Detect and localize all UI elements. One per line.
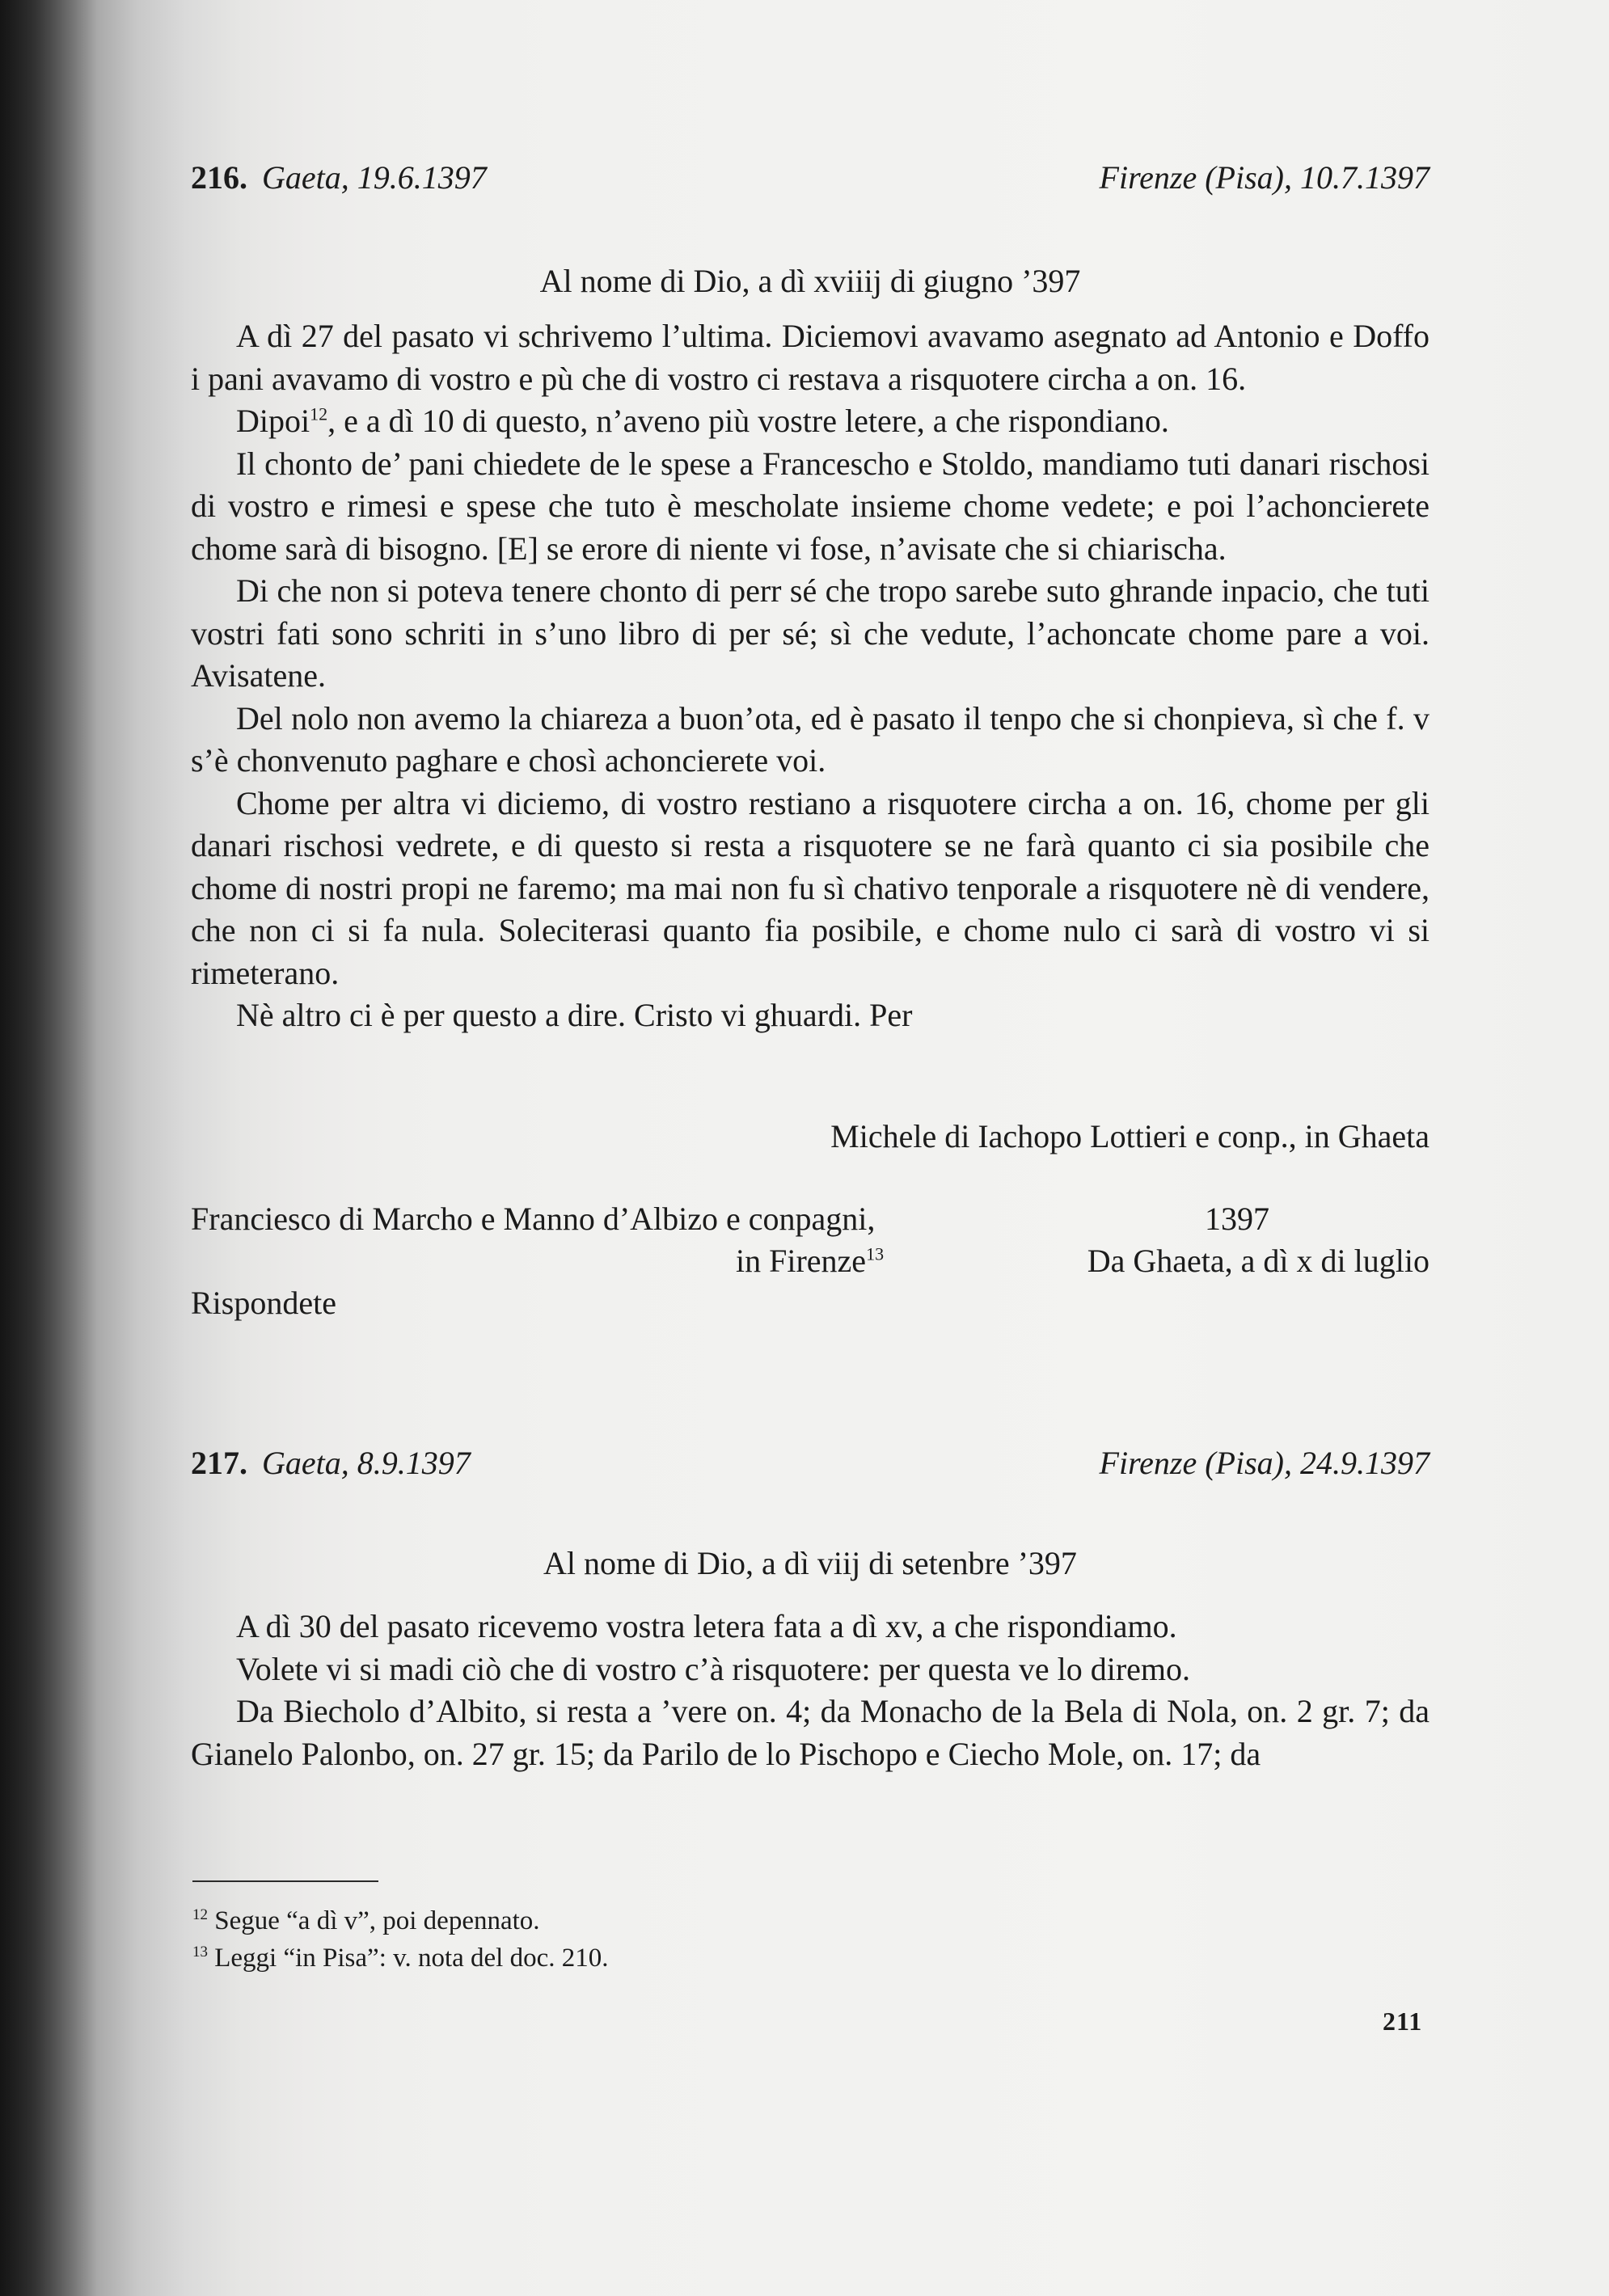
- doc-216-address-date: Da Ghaeta, a dì x di luglio: [1087, 1243, 1430, 1279]
- doc-217-body: [191, 1606, 1430, 1775]
- footnote-ref-12: 12: [310, 403, 328, 424]
- footnote-12: [192, 1903, 540, 1939]
- footnote-ref-13: 13: [866, 1243, 885, 1264]
- doc-216-paragraph-1: A dì 27 del pasato vi schrivemo l’ultima. Diciemovi avavamo asegnato ad Antonio e Doffo i pani avavamo di vostro e pù che di vostro ci restava a risquotere circha a on. 16.: [191, 318, 1430, 397]
- doc-217-destination: Firenze (Pisa), 24.9.1397: [1099, 1445, 1430, 1481]
- doc-216-address-city: [736, 1240, 884, 1282]
- footnote-12-mark: 12: [192, 1906, 208, 1923]
- footnote-rule: [192, 1880, 378, 1882]
- doc-216-signature: Michele di Iachopo Lottieri e conp., in Ghaeta: [830, 1118, 1430, 1154]
- doc-217-number: 217.: [191, 1445, 247, 1481]
- footnote-12-text: Segue “a dì v”, poi depennato.: [214, 1906, 540, 1935]
- doc-216-p2-start: Dipoi: [236, 403, 310, 439]
- doc-217-paragraph-3: Da Biecholo d’Albito, si resta a ’vere on. 4; da Monacho de la Bela di Nola, on. 2 gr. 7; da Gianelo Palonbo, on. 27 gr. 15; da Parilo de lo Pischopo e Ciecho Mole, on. 17; da: [191, 1693, 1430, 1772]
- doc-216-destination: Firenze (Pisa), 10.7.1397: [1099, 159, 1430, 196]
- doc-216-paragraph-2: [191, 400, 1430, 443]
- doc-216-paragraph-5: Del nolo non avemo la chiareza a buon’ota, ed è pasato il tenpo che si chonpieva, sì che f. v s’è chonvenuto paghare e chosì achoncierete voi.: [191, 699, 1430, 779]
- page-number: 211: [1383, 2007, 1423, 2036]
- doc-216-address-line-1: Franciesco di Marcho e Manno d’Albizo e conpagni,: [191, 1201, 876, 1237]
- doc-217-paragraph-2: Volete vi si madi ciò che di vostro c’à risquotere: per questa ve lo diremo.: [236, 1650, 1191, 1687]
- binding-shadow: [0, 0, 97, 2296]
- doc-216-paragraph-7: Nè altro ci è per questo a dire. Cristo vi ghuardi. Per: [236, 997, 913, 1033]
- doc-217-opening: Al nome di Dio, a dì viij di setenbre ’397: [543, 1545, 1077, 1581]
- doc-216-header: [191, 157, 1430, 199]
- footnote-13: [192, 1940, 609, 1976]
- footnote-13-mark: 13: [192, 1944, 208, 1960]
- doc-216-number: 216.: [191, 159, 247, 196]
- doc-217-paragraph-1: A dì 30 del pasato ricevemo vostra letera fata a dì xv, a che rispondiamo.: [236, 1608, 1177, 1644]
- doc-216-address-year: 1397: [1205, 1201, 1269, 1237]
- doc-216-paragraph-4: Di che non si poteva tenere chonto di perr sé che tropo sarebe suto ghrande inpacio, che tuti vostri fati sono schriti in s’uno libro di per sé; sì che vedute, l’achoncate chome pare a voi. Avisatene.: [191, 572, 1430, 694]
- doc-216-address-city-text: in Firenze: [736, 1243, 867, 1279]
- doc-216-p2-end: , e a dì 10 di questo, n’aveno più vostre letere, a che rispondiano.: [327, 403, 1169, 439]
- doc-216-paragraph-3: Il chonto de’ pani chiedete de le spese a Francescho e Stoldo, mandiamo tuti danari rischosi di vostro e rimesi e spese che tuto è mescholate insieme chome vedete; e poi l’achoncierete chome sarà di bisogno. [E] se erore di niente vi fose, n’avisate che si chiarischa.: [191, 445, 1430, 567]
- doc-216-origin: Gaeta, 19.6.1397: [262, 159, 487, 196]
- doc-216-rispondete: Rispondete: [191, 1285, 336, 1321]
- footnote-13-text: Leggi “in Pisa”: v. nota del doc. 210.: [214, 1944, 609, 1973]
- doc-217-origin: Gaeta, 8.9.1397: [262, 1445, 471, 1481]
- doc-217-header: [191, 1442, 1430, 1484]
- doc-216-body: [191, 315, 1430, 1037]
- doc-216-paragraph-6: Chome per altra vi diciemo, di vostro restiano a risquotere circha a on. 16, chome per gli danari rischosi vedrete, e di questo si resta a risquotere se ne farà quanto ci sia posibile che chome di nostri propi ne faremo; ma mai non fu sì chativo tenporale a risquotere nè di vendere, che non ci si fa nula. Soleciterasi quanto fia posibile, e chome nulo ci sarà di vostro vi si rimeterano.: [191, 784, 1430, 991]
- doc-216-opening: Al nome di Dio, a dì xviiij di giugno ’397: [539, 263, 1081, 299]
